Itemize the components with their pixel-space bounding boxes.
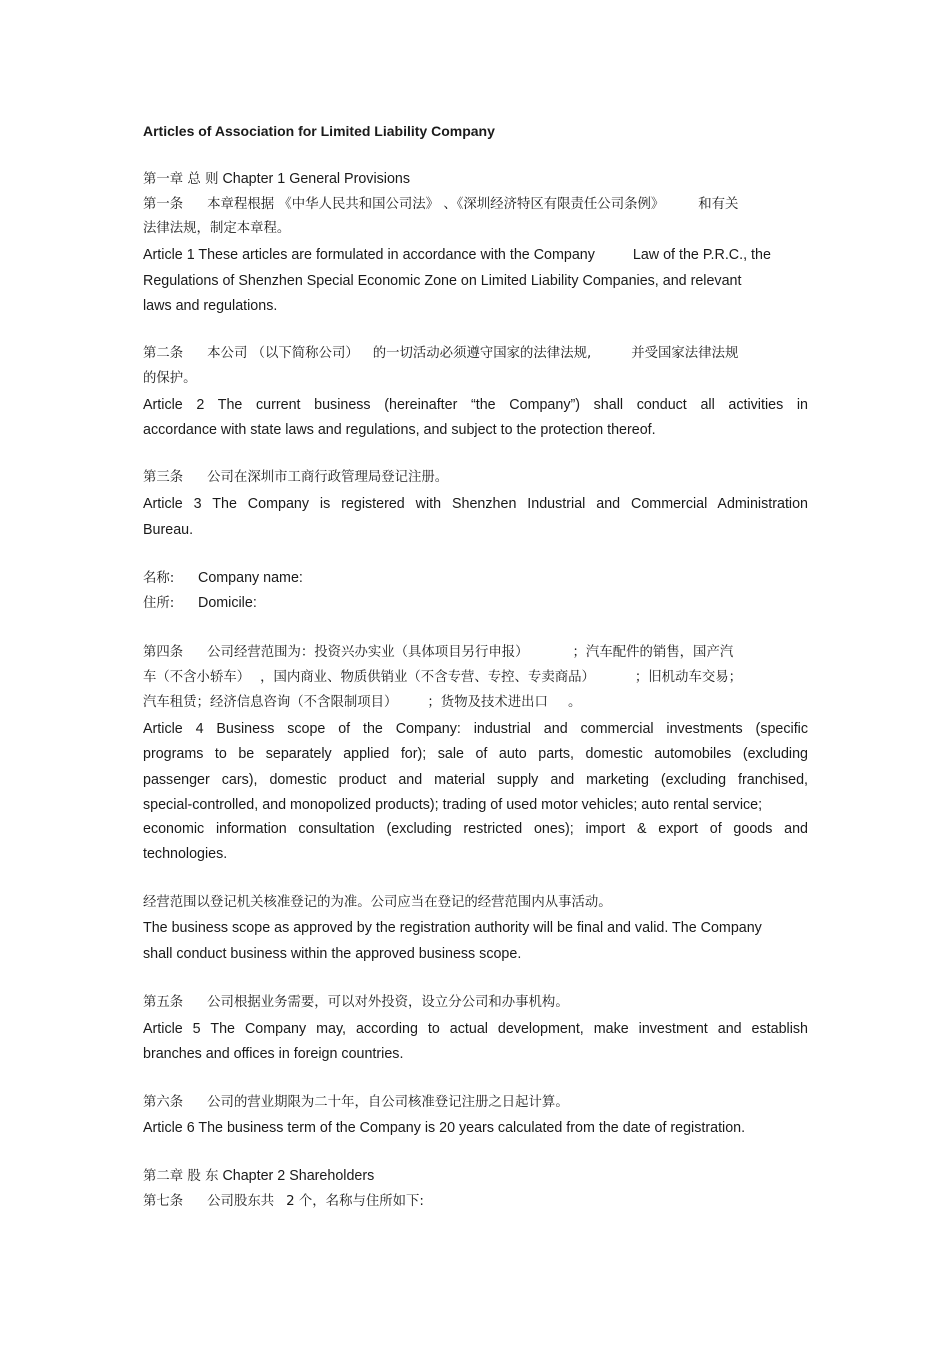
article-4-text-zh-2a: 车（不含小轿车） — [143, 670, 251, 685]
article-4-label-zh: 第四条 — [143, 645, 184, 660]
article-1-text-zh-end: 和有关 — [698, 197, 739, 212]
article-6-en-line-1: Article 6 The business term of the Company is 20 years calculated from the date of registration. — [143, 1120, 746, 1136]
article-1-en-line-2: Regulations of Shenzhen Special Economic Zone on Limited Liability Companies, and relevant — [143, 273, 742, 289]
article-4-en-line-2: programs to be separately applied for); sale of auto parts, domestic automobiles (excluding — [143, 746, 808, 762]
article-4-zh-line-1 — [143, 640, 733, 665]
article-4-zh-line-2 — [143, 665, 742, 690]
article-1-en-line-1 — [143, 243, 771, 268]
article-4-text-zh-3a: 汽车租赁；经济信息咨询（不含限制项目） — [143, 695, 398, 710]
article-2-text-zh-1c: 的一切活动必须遵守国家的法律法规, — [372, 346, 592, 361]
article-5-en-line-1: Article 5 The Company may, according to actual development, make investment and establish — [143, 1021, 808, 1037]
chapter-1-heading-en: Chapter 1 General Provisions — [222, 171, 410, 187]
article-2-en-line-1: Article 2 The current business (hereinafter “the Company”) shall conduct all activities in — [143, 397, 808, 413]
article-4-zh-line-3 — [143, 690, 581, 715]
article-2-zh-line-1 — [143, 341, 738, 366]
article-4-en-line-4: special-controlled, and monopolized products); trading of used motor vehicles; auto rental service; — [143, 797, 763, 813]
article-2-label-zh: 第二条 — [143, 346, 184, 361]
article-4-text-zh-3c: 。 — [567, 695, 582, 710]
scope-note-zh-text: 经营范围以登记机关核准登记的为准。公司应当在登记的经营范围内从事活动。 — [143, 895, 612, 910]
company-name-line — [143, 566, 303, 591]
article-2-en-line-2: accordance with state laws and regulations, and subject to the protection thereof. — [143, 422, 656, 438]
article-3-label-zh: 第三条 — [143, 470, 184, 485]
domicile-line — [143, 591, 257, 616]
article-4-text-zh-2c: ；旧机动车交易； — [634, 670, 743, 685]
domicile-label-zh: 住所: — [143, 596, 175, 611]
article-7-zh-line-1 — [143, 1189, 424, 1214]
article-4-text-zh-1c: ；汽车配件的销售，国产汽 — [572, 645, 734, 660]
article-2-text-zh-1d: 并受国家法律法规 — [631, 346, 739, 361]
company-name-label-en: Company name: — [198, 570, 303, 586]
company-name-label-zh: 名称: — [143, 571, 175, 586]
chapter-2-heading — [143, 1164, 374, 1189]
article-4-en-line-6: technologies. — [143, 846, 228, 862]
article-4-text-zh-3b: ；货物及技术进出口 — [427, 695, 548, 710]
article-5-zh-line-1 — [143, 990, 569, 1015]
article-1-text-zh: 本章程根据 《中华人民共和国公司法》 、《深圳经济特区有限责任公司条例》 — [207, 197, 665, 212]
chapter-1-heading — [143, 167, 410, 192]
article-6-text-zh: 公司的营业期限为二十年，自公司核准登记注册之日起计算。 — [207, 1095, 569, 1110]
article-1-text-zh-2: 法律法规，制定本章程。 — [143, 221, 291, 236]
article-1-zh-line-2 — [143, 216, 290, 241]
article-1-label-zh: 第一条 — [143, 197, 184, 212]
article-4-en-line-1: Article 4 Business scope of the Company: industrial and commercial investments (specific — [143, 721, 808, 737]
article-5-text-zh: 公司根据业务需要，可以对外投资，设立分公司和办事机构。 — [207, 995, 569, 1010]
article-2-text-zh-1b: 本公司 （以下简称公司） — [207, 346, 359, 361]
article-3-text-zh: 公司在深圳市工商行政管理局登记注册。 — [207, 470, 449, 485]
article-4-en-line-5: economic information consultation (excluding restricted ones); import & export of goods and — [143, 821, 808, 837]
article-1-en-text-1b: Law of the P.R.C., the — [632, 247, 771, 263]
article-4-text-zh-2b: ，国内商业、物质供销业（不含专营、专控、专卖商品） — [260, 670, 595, 685]
document-title: Articles of Association for Limited Liability Company — [143, 123, 495, 139]
article-7-text-zh-1c: 2 个，名称与住所如下: — [286, 1194, 424, 1209]
article-6-zh-line-1 — [143, 1090, 569, 1115]
article-4-text-zh-1b: 公司经营范围为：投资兴办实业（具体项目另行申报） — [207, 645, 529, 660]
scope-note-zh — [143, 890, 612, 915]
article-6-label-zh: 第六条 — [143, 1095, 184, 1110]
article-4-en-line-3: passenger cars), domestic product and material supply and marketing (excluding franchised, — [143, 772, 808, 788]
domicile-label-en: Domicile: — [198, 595, 257, 611]
article-7-text-zh-1b: 公司股东共 — [207, 1194, 275, 1209]
article-7-label-zh: 第七条 — [143, 1194, 184, 1209]
article-5-en-line-2: branches and offices in foreign countries. — [143, 1046, 404, 1062]
article-1-en-text-1a: Article 1 These articles are formulated in accordance with the Company — [143, 247, 595, 263]
article-3-zh-line-1 — [143, 465, 448, 490]
article-3-en-line-1: Article 3 The Company is registered with Shenzhen Industrial and Commercial Administration — [143, 496, 808, 512]
chapter-2-heading-zh: 第二章 股 东 — [143, 1169, 219, 1184]
chapter-2-heading-en: Chapter 2 Shareholders — [222, 1168, 375, 1184]
scope-note-en-line-2: shall conduct business within the approved business scope. — [143, 946, 522, 962]
article-3-en-line-2: Bureau. — [143, 522, 194, 538]
article-2-text-zh-2: 的保护。 — [143, 371, 197, 386]
article-1-en-line-3: laws and regulations. — [143, 298, 278, 314]
scope-note-en-line-1: The business scope as approved by the registration authority will be final and valid. The Company — [143, 920, 762, 936]
article-2-zh-line-2 — [143, 366, 197, 391]
article-1-zh-line-1 — [143, 192, 738, 217]
chapter-1-heading-zh: 第一章 总 则 — [143, 172, 219, 187]
article-5-label-zh: 第五条 — [143, 995, 184, 1010]
